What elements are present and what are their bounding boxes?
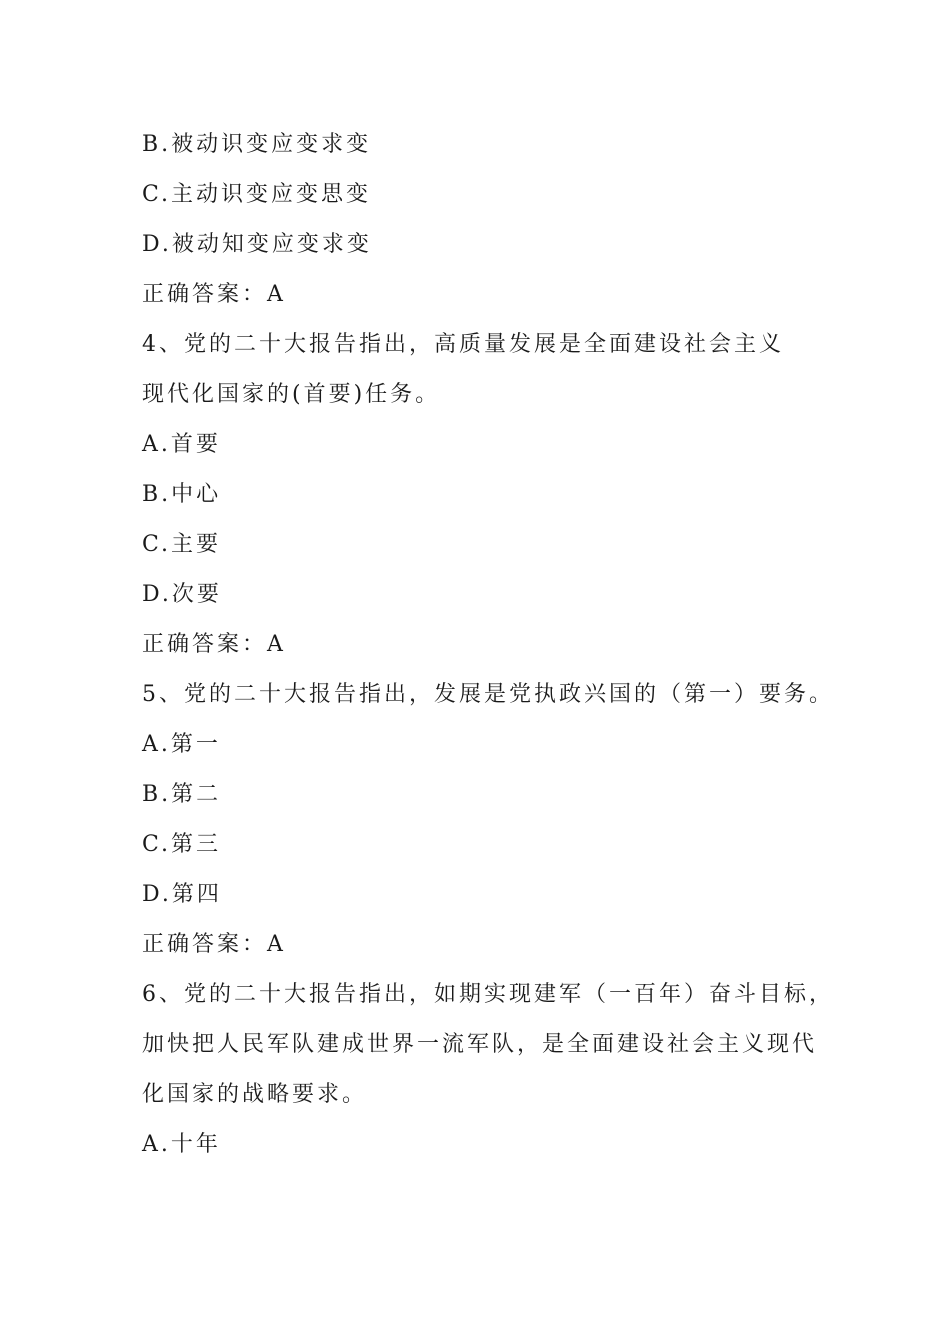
q4-stem-line1: 4、党的二十大报告指出，高质量发展是全面建设社会主义 — [142, 332, 784, 357]
q3-option-b: B.被动识变应变求变 — [142, 132, 372, 157]
q3-answer: 正确答案：A — [142, 282, 286, 307]
q5-option-b: B.第二 — [142, 782, 222, 807]
q6-stem-line3: 化国家的战略要求。 — [142, 1082, 368, 1107]
q3-option-d: D.被动知变应变求变 — [142, 232, 372, 257]
q4-option-c: C.主要 — [142, 532, 222, 557]
q6-stem-line2: 加快把人民军队建成世界一流军队，是全面建设社会主义现代 — [142, 1032, 818, 1057]
q3-option-c: C.主动识变应变思变 — [142, 182, 372, 207]
q5-option-c: C.第三 — [142, 832, 222, 857]
q6-option-a: A.十年 — [142, 1132, 221, 1157]
q5-option-d: D.第四 — [142, 882, 222, 907]
q4-option-b: B.中心 — [142, 482, 222, 507]
q5-option-a: A.第一 — [142, 732, 221, 757]
q5-stem-line1: 5、党的二十大报告指出，发展是党执政兴国的（第一）要务。 — [142, 682, 834, 707]
q4-answer: 正确答案：A — [142, 632, 286, 657]
q4-stem-line2: 现代化国家的(首要)任务。 — [142, 382, 441, 407]
q6-stem-line1: 6、党的二十大报告指出，如期实现建军（一百年）奋斗目标， — [142, 982, 834, 1007]
q4-option-d: D.次要 — [142, 582, 222, 607]
q4-option-a: A.首要 — [142, 432, 221, 457]
q5-answer: 正确答案：A — [142, 932, 286, 957]
